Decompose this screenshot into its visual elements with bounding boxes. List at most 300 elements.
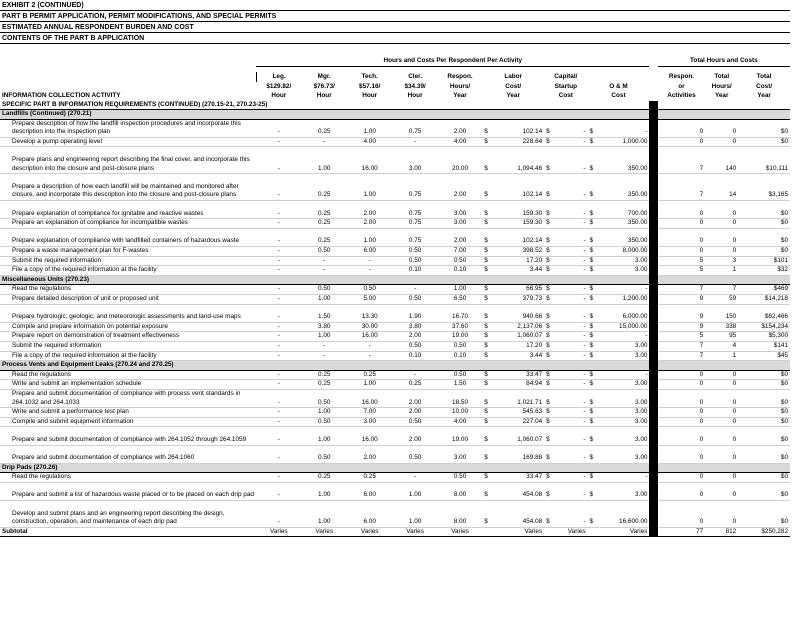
divider-bar bbox=[649, 266, 657, 276]
total-hours-cell: 3 bbox=[705, 256, 738, 266]
mgr-cell: 0.50 bbox=[302, 247, 347, 257]
table-row bbox=[0, 174, 790, 201]
currency-symbol: $ bbox=[544, 332, 554, 342]
header-capital-cost-1: Capital/ bbox=[554, 73, 578, 80]
header-mgr-1: Mgr. bbox=[317, 73, 331, 80]
cler-cell: - bbox=[392, 473, 437, 483]
mgr-cell: 1.00 bbox=[302, 408, 347, 418]
section-heading: SPECIFIC PART B INFORMATION REQUIREMENTS (CONTINUED) (270.15-21, 270.23-25) bbox=[0, 101, 649, 110]
category-row bbox=[0, 463, 790, 473]
respon-hours-cell: 19.00 bbox=[438, 332, 482, 342]
respondents-cell: 0 bbox=[658, 473, 706, 483]
total-hours-cell: 0 bbox=[705, 389, 738, 407]
divider-bar bbox=[649, 463, 657, 473]
total-hours-cell: 4 bbox=[705, 341, 738, 351]
header-blank bbox=[0, 82, 256, 92]
total-cost-cell: $0 bbox=[738, 228, 790, 246]
total-hours-cell: 0 bbox=[705, 501, 738, 528]
divider-bar bbox=[649, 147, 657, 174]
labor-cost-cell: 228.64 bbox=[493, 137, 545, 147]
mgr-cell: 1.50 bbox=[302, 304, 347, 322]
tech-cell: 16.00 bbox=[347, 147, 392, 174]
currency-symbol: $ bbox=[588, 201, 598, 219]
table-row bbox=[0, 445, 790, 463]
respondents-cell: 7 bbox=[658, 147, 706, 174]
mgr-cell: 1.00 bbox=[302, 482, 347, 500]
respondents-cell: 0 bbox=[658, 119, 706, 137]
leg-cell: - bbox=[256, 201, 301, 219]
total-cost-cell: $0 bbox=[738, 473, 790, 483]
capital-cost-cell: - bbox=[554, 247, 587, 257]
currency-symbol: $ bbox=[482, 219, 492, 229]
respondents-cell: 5 bbox=[658, 332, 706, 342]
header-respondents-2: or bbox=[678, 82, 685, 90]
total-cost-cell: $3,165 bbox=[738, 174, 790, 201]
total-cost-cell: $14,218 bbox=[738, 295, 790, 305]
om-cost-cell: - bbox=[598, 119, 650, 137]
respondents-cell: 7 bbox=[658, 351, 706, 361]
cler-cell: 1.90 bbox=[392, 304, 437, 322]
activity-label: Prepare and submit documentation of compliance with process vent standards in 264.1032 and 264.1033 bbox=[0, 389, 256, 407]
header-respondents-3: Activities bbox=[667, 92, 696, 99]
divider-bar bbox=[649, 174, 657, 201]
currency-symbol: $ bbox=[482, 295, 492, 305]
header-tech-2: $57.16/ bbox=[359, 82, 381, 90]
respondents-cell: 0 bbox=[658, 219, 706, 229]
om-cost-cell: 3.00 bbox=[598, 380, 650, 390]
header-mgr-3: Hour bbox=[316, 92, 332, 99]
leg-cell: - bbox=[256, 322, 301, 332]
tech-cell: - bbox=[347, 341, 392, 351]
cler-cell: 0.50 bbox=[392, 341, 437, 351]
respondents-cell: 0 bbox=[658, 417, 706, 427]
om-cost-cell: 8,000.00 bbox=[598, 247, 650, 257]
leg-cell: - bbox=[256, 370, 301, 380]
currency-symbol: $ bbox=[482, 137, 492, 147]
om-cost-cell: 3.00 bbox=[598, 256, 650, 266]
divider-bar bbox=[649, 341, 657, 351]
respondents-cell: 7 bbox=[658, 174, 706, 201]
capital-cost-cell: - bbox=[554, 389, 587, 407]
respon-hours-cell: Varies bbox=[438, 527, 482, 537]
currency-symbol: $ bbox=[588, 304, 598, 322]
labor-cost-cell: 398.52 bbox=[493, 247, 545, 257]
leg-cell: - bbox=[256, 266, 301, 276]
header-om-cost-2: O & M bbox=[609, 82, 628, 90]
respondents-cell: 0 bbox=[658, 408, 706, 418]
header-cler-3: Hour bbox=[407, 92, 423, 99]
capital-cost-cell: - bbox=[554, 341, 587, 351]
mgr-cell: 0.25 bbox=[302, 380, 347, 390]
respon-hours-cell: 8.00 bbox=[438, 482, 482, 500]
currency-symbol: $ bbox=[544, 370, 554, 380]
currency-symbol: $ bbox=[482, 482, 492, 500]
table-row bbox=[0, 389, 790, 407]
respon-hours-cell: 2.00 bbox=[438, 174, 482, 201]
total-hours-cell: 0 bbox=[705, 473, 738, 483]
mgr-cell: 1.00 bbox=[302, 295, 347, 305]
divider-bar bbox=[649, 370, 657, 380]
om-cost-cell: - bbox=[598, 370, 650, 380]
tech-cell: 1.00 bbox=[347, 380, 392, 390]
respon-hours-cell: 2.00 bbox=[438, 119, 482, 137]
activity-label: Prepare and submit a list of hazardous waste placed or to be placed on each drip pad bbox=[0, 482, 256, 500]
total-hours-cell: 150 bbox=[705, 304, 738, 322]
group-header-row bbox=[0, 56, 790, 66]
labor-cost-cell: Varies bbox=[482, 527, 544, 537]
currency-symbol: $ bbox=[588, 119, 598, 137]
header-total-hours-3: Year bbox=[714, 92, 729, 99]
currency-symbol: $ bbox=[482, 147, 492, 174]
capital-cost-cell: - bbox=[554, 380, 587, 390]
capital-cost-cell: - bbox=[554, 322, 587, 332]
currency-symbol: $ bbox=[482, 408, 492, 418]
total-hours-cell: 1 bbox=[705, 266, 738, 276]
om-cost-cell: 700.00 bbox=[598, 201, 650, 219]
currency-symbol: $ bbox=[482, 322, 492, 332]
leg-cell: - bbox=[256, 473, 301, 483]
header-labor-cost-3: Year bbox=[506, 92, 520, 99]
respon-hours-cell: 0.50 bbox=[438, 341, 482, 351]
om-cost-cell: - bbox=[598, 285, 650, 295]
leg-cell: - bbox=[256, 501, 301, 528]
table-row bbox=[0, 119, 790, 137]
table-row bbox=[0, 351, 790, 361]
om-cost-cell: 3.00 bbox=[598, 266, 650, 276]
mgr-cell: Varies bbox=[302, 527, 347, 537]
currency-symbol: $ bbox=[544, 501, 554, 528]
category-row bbox=[0, 110, 790, 120]
currency-symbol: $ bbox=[544, 247, 554, 257]
mgr-cell: - bbox=[302, 256, 347, 266]
currency-symbol: $ bbox=[482, 341, 492, 351]
total-hours-cell: 0 bbox=[705, 201, 738, 219]
leg-cell: - bbox=[256, 219, 301, 229]
header-leg-3: Hour bbox=[271, 92, 287, 99]
activity-label: Prepare plans and engineering report describing the final cover, and incorporate this description into the closure and post-closure plans bbox=[0, 147, 256, 174]
cler-cell: 0.50 bbox=[392, 445, 437, 463]
currency-symbol: $ bbox=[544, 119, 554, 137]
labor-cost-cell: 33.47 bbox=[493, 473, 545, 483]
table-row bbox=[0, 408, 790, 418]
currency-symbol: $ bbox=[544, 445, 554, 463]
currency-symbol: $ bbox=[544, 304, 554, 322]
leg-cell: - bbox=[256, 295, 301, 305]
activity-label: Compile and submit equipment information bbox=[0, 417, 256, 427]
leg-cell: - bbox=[256, 247, 301, 257]
divider-bar bbox=[649, 275, 657, 285]
table-row bbox=[0, 341, 790, 351]
labor-cost-cell: 159.30 bbox=[493, 219, 545, 229]
leg-cell: - bbox=[256, 147, 301, 174]
total-hours-cell: 0 bbox=[705, 482, 738, 500]
divider-bar bbox=[649, 219, 657, 229]
cler-cell: 0.50 bbox=[392, 247, 437, 257]
header-labor-cost-1: Labor bbox=[504, 73, 523, 80]
tech-cell: 16.00 bbox=[347, 332, 392, 342]
header-om-cost-1 bbox=[588, 72, 650, 82]
currency-symbol: $ bbox=[588, 351, 598, 361]
tech-cell: 2.00 bbox=[347, 219, 392, 229]
tech-cell: 30.00 bbox=[347, 322, 392, 332]
title-block bbox=[0, 0, 790, 44]
respon-hours-cell: 6.50 bbox=[438, 295, 482, 305]
currency-symbol: $ bbox=[544, 322, 554, 332]
currency-symbol: $ bbox=[588, 219, 598, 229]
total-hours-cell: 0 bbox=[705, 417, 738, 427]
table-row bbox=[0, 285, 790, 295]
table-row bbox=[0, 380, 790, 390]
respondents-cell: 5 bbox=[658, 266, 706, 276]
activity-label: Read the regulations bbox=[0, 370, 256, 380]
currency-symbol: $ bbox=[544, 266, 554, 276]
total-cost-cell: $141 bbox=[738, 341, 790, 351]
labor-cost-cell: 3.44 bbox=[493, 351, 545, 361]
table-body bbox=[0, 44, 790, 537]
capital-cost-cell: - bbox=[554, 351, 587, 361]
total-cost-cell: $0 bbox=[738, 501, 790, 528]
total-hours-cell: 0 bbox=[705, 137, 738, 147]
header-divider bbox=[649, 91, 657, 101]
total-hours-cell: 0 bbox=[705, 219, 738, 229]
respon-hours-cell: 0.50 bbox=[438, 473, 482, 483]
respondents-cell: 0 bbox=[658, 501, 706, 528]
respon-hours-cell: 10.00 bbox=[438, 408, 482, 418]
respondents-cell: 0 bbox=[658, 247, 706, 257]
currency-symbol: $ bbox=[544, 351, 554, 361]
total-cost-cell: $0 bbox=[738, 408, 790, 418]
divider-bar bbox=[649, 380, 657, 390]
subtotal-label: Subtotal bbox=[0, 527, 256, 537]
divider-bar bbox=[649, 482, 657, 500]
mgr-cell: - bbox=[302, 341, 347, 351]
table-row bbox=[0, 266, 790, 276]
tech-cell: 6.00 bbox=[347, 482, 392, 500]
labor-cost-cell: 33.47 bbox=[493, 370, 545, 380]
om-cost-cell: 350.00 bbox=[598, 147, 650, 174]
cler-cell: Varies bbox=[392, 527, 437, 537]
leg-cell: Varies bbox=[256, 527, 301, 537]
header-mgr-2: $76.73/ bbox=[313, 82, 335, 90]
mgr-cell: 0.25 bbox=[302, 473, 347, 483]
capital-cost-cell: - bbox=[554, 417, 587, 427]
respondents-cell: 0 bbox=[658, 445, 706, 463]
total-hours-cell: 140 bbox=[705, 147, 738, 174]
om-cost-cell: 15,000.00 bbox=[598, 322, 650, 332]
total-hours-cell: 0 bbox=[705, 408, 738, 418]
om-cost-cell: 1,200.00 bbox=[598, 295, 650, 305]
total-hours-cell: 0 bbox=[705, 228, 738, 246]
activity-label: Prepare report on demonstration of treatment effectiveness bbox=[0, 332, 256, 342]
currency-symbol: $ bbox=[482, 370, 492, 380]
currency-symbol: $ bbox=[544, 219, 554, 229]
capital-cost-cell: - bbox=[554, 256, 587, 266]
activity-label: Prepare explanation of compliance for ignitable and reactive wastes bbox=[0, 201, 256, 219]
header-leg-2: $129.82/ bbox=[266, 82, 292, 90]
category-label: Drip Pads (270.26) bbox=[0, 463, 649, 473]
om-cost-cell: 3.00 bbox=[598, 445, 650, 463]
table-row bbox=[0, 332, 790, 342]
activity-label: Submit the required information bbox=[0, 341, 256, 351]
part-title: PART B PERMIT APPLICATION, PERMIT MODIFICATIONS, AND SPECIAL PERMITS bbox=[0, 11, 790, 22]
labor-cost-cell: 940.66 bbox=[493, 304, 545, 322]
cler-cell: 0.50 bbox=[392, 256, 437, 266]
labor-cost-cell: 454.08 bbox=[493, 482, 545, 500]
activity-label: Read the regulations bbox=[0, 285, 256, 295]
currency-symbol: $ bbox=[544, 295, 554, 305]
capital-cost-cell: - bbox=[554, 174, 587, 201]
cler-cell: 2.00 bbox=[392, 389, 437, 407]
total-cost-cell: $32 bbox=[738, 266, 790, 276]
leg-cell: - bbox=[256, 427, 301, 445]
divider-bar bbox=[649, 285, 657, 295]
cler-cell: 0.75 bbox=[392, 174, 437, 201]
tech-cell: 3.00 bbox=[347, 417, 392, 427]
divider-bar bbox=[649, 417, 657, 427]
currency-symbol: $ bbox=[544, 285, 554, 295]
labor-cost-cell: 17.20 bbox=[493, 256, 545, 266]
category-label: Process Vents and Equipment Leaks (270.24 and 270.25) bbox=[0, 361, 649, 371]
currency-symbol: $ bbox=[588, 427, 598, 445]
tech-cell: - bbox=[347, 256, 392, 266]
total-cost-cell: $62,466 bbox=[738, 304, 790, 322]
header-tech-3: Hour bbox=[362, 92, 378, 99]
table-row bbox=[0, 147, 790, 174]
activity-label: File a copy of the required information at the facility bbox=[0, 266, 256, 276]
currency-symbol: $ bbox=[588, 341, 598, 351]
currency-symbol: $ bbox=[482, 380, 492, 390]
activity-label: Prepare an explanation of compliance for incompatible wastes bbox=[0, 219, 256, 229]
activity-label: Prepare description of how the landfill inspection procedures and incorporate this description into the inspection plan bbox=[0, 119, 256, 137]
mgr-cell: 3.80 bbox=[302, 322, 347, 332]
cler-cell: 0.75 bbox=[392, 119, 437, 137]
total-hours-cell: 0 bbox=[705, 370, 738, 380]
total-hours-cell: 0 bbox=[705, 445, 738, 463]
labor-cost-cell: 102.14 bbox=[493, 174, 545, 201]
header-total-hours-1: Total bbox=[714, 73, 730, 80]
cler-cell: 0.10 bbox=[392, 351, 437, 361]
divider-bar bbox=[649, 501, 657, 528]
total-cost-cell: $0 bbox=[738, 201, 790, 219]
respon-hours-cell: 3.00 bbox=[438, 445, 482, 463]
divider-bar bbox=[649, 351, 657, 361]
header-respon-hours-1: Respon. bbox=[447, 73, 473, 80]
divider-bar bbox=[649, 304, 657, 322]
mgr-cell: 0.50 bbox=[302, 285, 347, 295]
currency-symbol: $ bbox=[544, 256, 554, 266]
currency-symbol: $ bbox=[544, 147, 554, 174]
activity-label: Prepare hydrologic, geologic, and meteorologic assessments and land-use maps bbox=[0, 304, 256, 322]
divider-bar bbox=[649, 473, 657, 483]
total-hours-cell: 0 bbox=[705, 380, 738, 390]
labor-cost-cell: 17.20 bbox=[493, 341, 545, 351]
leg-cell: - bbox=[256, 137, 301, 147]
currency-symbol: $ bbox=[482, 332, 492, 342]
leg-cell: - bbox=[256, 174, 301, 201]
currency-symbol: $ bbox=[544, 380, 554, 390]
respondents-cell: 0 bbox=[658, 370, 706, 380]
currency-symbol: $ bbox=[482, 417, 492, 427]
respon-hours-cell: 1.00 bbox=[438, 285, 482, 295]
om-cost-cell: - bbox=[598, 473, 650, 483]
leg-cell: - bbox=[256, 482, 301, 500]
table-row bbox=[0, 137, 790, 147]
header-cler-2: $34.39/ bbox=[404, 82, 426, 90]
capital-cost-cell: - bbox=[554, 408, 587, 418]
currency-symbol: $ bbox=[588, 408, 598, 418]
header-divider bbox=[649, 72, 657, 82]
currency-symbol: $ bbox=[588, 482, 598, 500]
total-hours-cell: 0 bbox=[705, 247, 738, 257]
capital-cost-cell: - bbox=[554, 201, 587, 219]
total-cost-cell: $0 bbox=[738, 389, 790, 407]
activity-label: Submit the required information bbox=[0, 256, 256, 266]
cler-cell: 0.50 bbox=[392, 417, 437, 427]
mgr-cell: - bbox=[302, 266, 347, 276]
mgr-cell: - bbox=[302, 351, 347, 361]
activity-label: Write and submit a performance test plan bbox=[0, 408, 256, 418]
currency-symbol: $ bbox=[482, 285, 492, 295]
total-cost-cell: $154,234 bbox=[738, 322, 790, 332]
capital-cost-cell: - bbox=[554, 147, 587, 174]
capital-cost-cell: - bbox=[554, 501, 587, 528]
capital-cost-cell: - bbox=[554, 473, 587, 483]
currency-symbol: $ bbox=[482, 351, 492, 361]
header-respon-hours-2: Hours/ bbox=[449, 82, 471, 90]
header-total-cost-2: Cost/ bbox=[756, 82, 773, 90]
leg-cell: - bbox=[256, 389, 301, 407]
table-row bbox=[0, 228, 790, 246]
divider-bar bbox=[649, 256, 657, 266]
cler-cell: 1.00 bbox=[392, 501, 437, 528]
respon-hours-cell: 3.00 bbox=[438, 201, 482, 219]
tech-cell: 4.00 bbox=[347, 137, 392, 147]
mgr-cell: - bbox=[302, 137, 347, 147]
header-spacer-row bbox=[0, 44, 790, 56]
tech-cell: 7.00 bbox=[347, 408, 392, 418]
tech-cell: 1.00 bbox=[347, 174, 392, 201]
currency-symbol: $ bbox=[588, 228, 598, 246]
respondents-cell: 0 bbox=[658, 137, 706, 147]
currency-symbol: $ bbox=[544, 137, 554, 147]
capital-cost-cell: - bbox=[554, 285, 587, 295]
leg-cell: - bbox=[256, 332, 301, 342]
om-cost-cell: Varies bbox=[588, 527, 650, 537]
burden-title: ESTIMATED ANNUAL RESPONDENT BURDEN AND COST bbox=[0, 22, 790, 33]
leg-cell: - bbox=[256, 341, 301, 351]
capital-cost-cell: Varies bbox=[544, 527, 587, 537]
labor-cost-cell: 1,060.07 bbox=[493, 427, 545, 445]
currency-symbol: $ bbox=[588, 445, 598, 463]
capital-cost-cell: - bbox=[554, 137, 587, 147]
labor-cost-cell: 379.73 bbox=[493, 295, 545, 305]
currency-symbol: $ bbox=[482, 304, 492, 322]
divider-bar bbox=[649, 247, 657, 257]
total-cost-cell: $0 bbox=[738, 482, 790, 500]
header-capital-cost-2: Startup bbox=[554, 82, 578, 90]
respondents-cell: 7 bbox=[658, 341, 706, 351]
tech-cell: 0.50 bbox=[347, 285, 392, 295]
currency-symbol: $ bbox=[588, 295, 598, 305]
tech-cell: 2.00 bbox=[347, 445, 392, 463]
divider-bar bbox=[649, 228, 657, 246]
cler-cell: 1.00 bbox=[392, 482, 437, 500]
capital-cost-cell: - bbox=[554, 304, 587, 322]
mgr-cell: 0.25 bbox=[302, 201, 347, 219]
labor-cost-cell: 66.95 bbox=[493, 285, 545, 295]
respondents-cell: 9 bbox=[658, 304, 706, 322]
table-row bbox=[0, 501, 790, 528]
